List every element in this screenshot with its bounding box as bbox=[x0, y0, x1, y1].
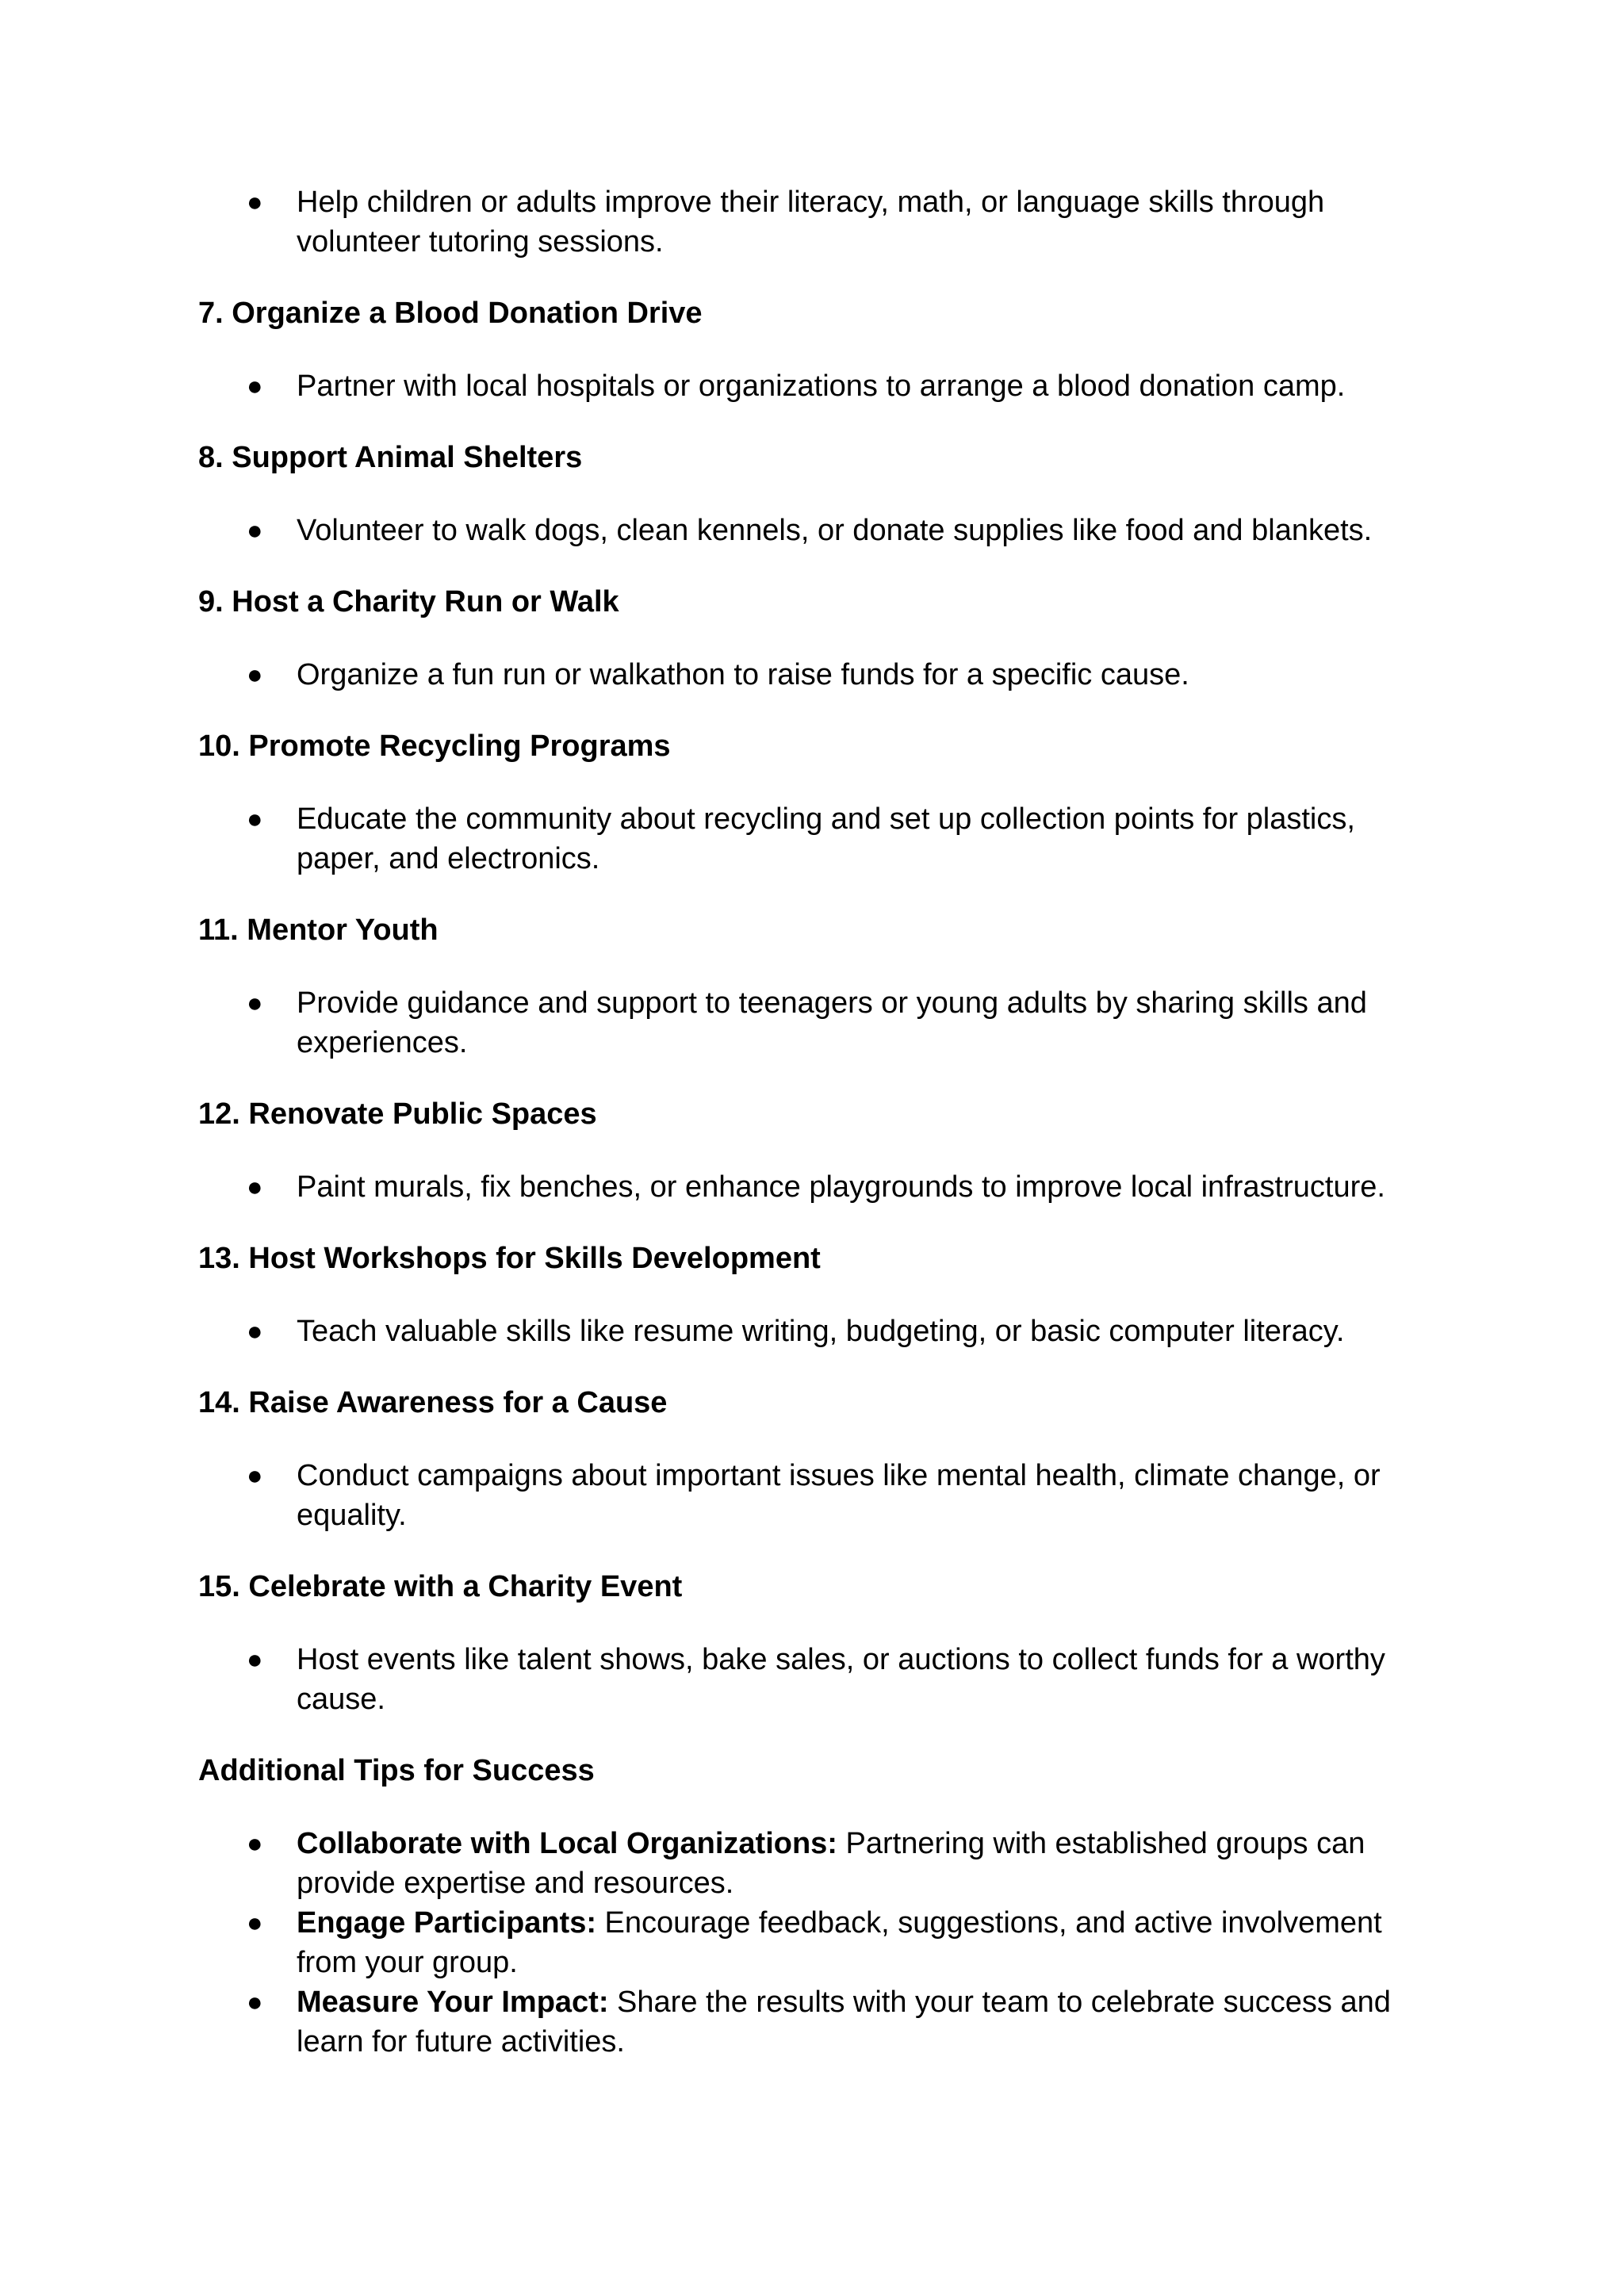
list-item bbox=[198, 799, 1435, 879]
section-heading: 11. Mentor Youth bbox=[198, 913, 439, 947]
bullet-icon: ● bbox=[247, 1645, 263, 1675]
section-bullet-list bbox=[198, 1640, 1435, 1719]
section-11 bbox=[198, 910, 1435, 1063]
list-item bbox=[198, 1982, 1435, 2062]
tip-text: Partnering with established groups can provide expertise and resources. bbox=[297, 1827, 1365, 1900]
bullet-icon: ● bbox=[247, 1908, 263, 1938]
section-heading: 8. Support Animal Shelters bbox=[198, 441, 583, 474]
bullet-text: Volunteer to walk dogs, clean kennels, or donate supplies like food and blankets. bbox=[297, 514, 1373, 547]
section-9 bbox=[198, 582, 1435, 695]
bullet-icon: ● bbox=[247, 1172, 263, 1202]
bullet-text: Partner with local hospitals or organizations to arrange a blood donation camp. bbox=[297, 370, 1346, 403]
section-12 bbox=[198, 1094, 1435, 1207]
list-item bbox=[198, 182, 1435, 262]
list-item bbox=[198, 1824, 1435, 1903]
intro-bullet-list bbox=[198, 182, 1435, 262]
tip-text: Share the results with your team to celebrate success and learn for future activities. bbox=[297, 1986, 1391, 2058]
section-13 bbox=[198, 1239, 1435, 1351]
list-item bbox=[198, 1167, 1435, 1207]
bullet-text: Educate the community about recycling and set up collection points for plastics, paper, and electronics. bbox=[297, 802, 1355, 875]
section-bullet-list bbox=[198, 366, 1435, 406]
bullet-icon: ● bbox=[247, 187, 263, 217]
bullet-icon: ● bbox=[247, 660, 263, 690]
bullet-icon: ● bbox=[247, 515, 263, 546]
bullet-text: Conduct campaigns about important issues like mental health, climate change, or equality. bbox=[297, 1459, 1381, 1532]
tip-text: Encourage feedback, suggestions, and active involvement from your group. bbox=[297, 1906, 1382, 1979]
section-heading: 7. Organize a Blood Donation Drive bbox=[198, 297, 703, 330]
bullet-text: Provide guidance and support to teenagers or young adults by sharing skills and experiences. bbox=[297, 986, 1367, 1059]
bullet-text: Organize a fun run or walkathon to raise funds for a specific cause. bbox=[297, 658, 1189, 691]
section-heading: 13. Host Workshops for Skills Development bbox=[198, 1242, 821, 1275]
bullet-icon: ● bbox=[247, 1461, 263, 1491]
section-bullet-list bbox=[198, 799, 1435, 879]
section-heading: 9. Host a Charity Run or Walk bbox=[198, 585, 619, 618]
section-15 bbox=[198, 1567, 1435, 1719]
section-7 bbox=[198, 293, 1435, 406]
list-item bbox=[198, 511, 1435, 550]
section-bullet-list bbox=[198, 1456, 1435, 1535]
section-heading: 12. Renovate Public Spaces bbox=[198, 1097, 597, 1131]
section-bullet-list bbox=[198, 511, 1435, 550]
bullet-text: Help children or adults improve their literacy, math, or language skills through volunteer tutoring sessions. bbox=[297, 186, 1325, 259]
document-content bbox=[198, 182, 1435, 2062]
list-item bbox=[198, 655, 1435, 695]
section-heading: 10. Promote Recycling Programs bbox=[198, 730, 671, 763]
section-bullet-list bbox=[198, 983, 1435, 1063]
list-item bbox=[198, 1903, 1435, 1982]
bullet-icon: ● bbox=[247, 988, 263, 1018]
bullet-icon: ● bbox=[247, 804, 263, 834]
list-item bbox=[198, 983, 1435, 1063]
tips-section bbox=[198, 1751, 1435, 2062]
tip-label: Measure Your Impact: bbox=[297, 1986, 609, 2019]
section-10 bbox=[198, 726, 1435, 879]
section-8 bbox=[198, 438, 1435, 550]
section-bullet-list bbox=[198, 1167, 1435, 1207]
list-item bbox=[198, 1640, 1435, 1719]
tips-heading: Additional Tips for Success bbox=[198, 1754, 595, 1787]
bullet-icon: ● bbox=[247, 371, 263, 401]
tips-bullet-list bbox=[198, 1824, 1435, 2062]
list-item bbox=[198, 366, 1435, 406]
tip-label: Engage Participants: bbox=[297, 1906, 596, 1940]
section-14 bbox=[198, 1383, 1435, 1535]
bullet-icon: ● bbox=[247, 1316, 263, 1346]
section-bullet-list bbox=[198, 1312, 1435, 1351]
tip-label: Collaborate with Local Organizations: bbox=[297, 1827, 837, 1860]
bullet-text: Paint murals, fix benches, or enhance playgrounds to improve local infrastructure. bbox=[297, 1170, 1385, 1204]
section-heading: 14. Raise Awareness for a Cause bbox=[198, 1386, 668, 1419]
section-bullet-list bbox=[198, 655, 1435, 695]
bullet-text: Teach valuable skills like resume writing, budgeting, or basic computer literacy. bbox=[297, 1315, 1345, 1348]
bullet-icon: ● bbox=[247, 1987, 263, 2017]
list-item bbox=[198, 1312, 1435, 1351]
section-heading: 15. Celebrate with a Charity Event bbox=[198, 1570, 683, 1603]
list-item bbox=[198, 1456, 1435, 1535]
bullet-icon: ● bbox=[247, 1829, 263, 1859]
bullet-text: Host events like talent shows, bake sales, or auctions to collect funds for a worthy cause. bbox=[297, 1643, 1385, 1716]
